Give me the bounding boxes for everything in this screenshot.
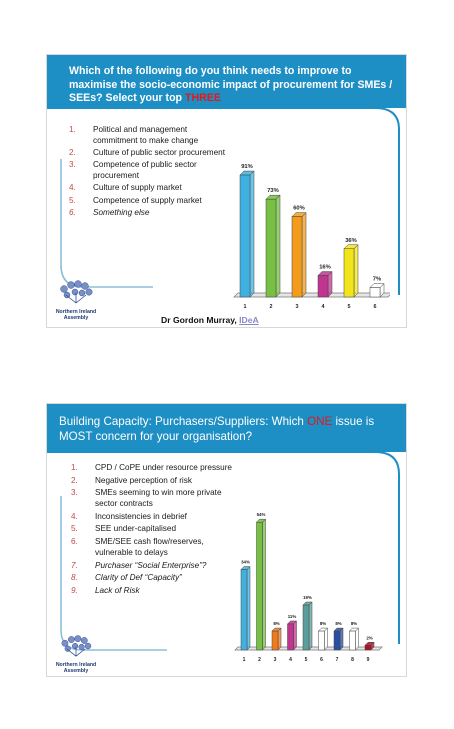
bar-side	[354, 245, 358, 297]
item-text: Negative perception of risk	[95, 475, 192, 485]
chart-floor	[234, 293, 390, 297]
item-number: 4.	[69, 183, 76, 193]
category-tick-label: 4	[289, 657, 292, 662]
slide-2-bar-chart	[233, 490, 383, 662]
slide-2-title	[59, 415, 399, 444]
bar-side	[278, 628, 281, 650]
slide-2-options-list	[71, 462, 241, 597]
bar	[257, 522, 263, 650]
bar	[272, 631, 278, 650]
slide-2-title-text: Building Capacity: Purchasers/Suppliers: Which	[59, 415, 304, 428]
slide-2-title-text-end: issue is MOST concern for your organisation?	[59, 415, 375, 443]
item-number: 7.	[71, 560, 78, 570]
item-number: 5.	[71, 524, 78, 534]
item-text: Political and management commitment to make change	[93, 125, 199, 145]
item-number: 2.	[71, 475, 78, 485]
assembly-logo	[51, 279, 101, 322]
bar-side	[328, 272, 332, 297]
bar-side	[250, 171, 254, 297]
item-number: 5.	[69, 195, 76, 205]
author-name: Dr Gordon Murray,	[161, 315, 237, 325]
item-text: Competence of public sector procurement	[93, 160, 197, 181]
list-item	[71, 523, 241, 534]
category-tick-label: 7	[335, 657, 339, 662]
item-number: 8.	[71, 573, 78, 583]
bar	[350, 631, 356, 650]
bar	[365, 645, 371, 650]
author-organisation-link[interactable]: IDeA	[239, 315, 259, 325]
category-tick-label: 5	[304, 657, 308, 662]
bar	[344, 249, 354, 297]
category-tick-label: 5	[347, 304, 351, 310]
bar	[318, 276, 328, 297]
logo-text-line-2: Assembly	[63, 314, 89, 321]
slide-1-title-text: Which of the following do you think needs to improve to maximise the socio-economic impact of procurement for SMEs / SEEs? Select your top	[69, 65, 393, 104]
bar-value-label: 60%	[293, 205, 305, 212]
bar-value-label: 34%	[241, 559, 250, 565]
bar-value-label: 8%	[319, 621, 327, 627]
category-tick-label: 8	[351, 657, 354, 662]
category-tick-label: 6	[373, 304, 377, 310]
bar-value-label: 8%	[335, 621, 342, 627]
bar-value-label: 73%	[267, 188, 279, 195]
bar-side	[340, 628, 343, 650]
category-tick-label: 9	[366, 657, 370, 662]
list-item	[71, 475, 241, 486]
item-text: SME/SEE cash flow/reserves, vulnerable to delays	[95, 536, 204, 557]
list-item	[71, 572, 241, 583]
item-text: CPD / CoPE under resource pressure	[95, 463, 232, 472]
list-item	[71, 487, 241, 509]
list-item	[69, 208, 229, 219]
category-tick-label: 3	[273, 657, 277, 662]
item-text: Inconsistencies in debrief	[95, 511, 187, 521]
item-text: SEE under-capitalised	[95, 524, 177, 534]
slide-1-bar-chart	[230, 141, 390, 313]
slide-1	[46, 54, 407, 328]
bar-side	[276, 195, 280, 297]
list-item	[71, 511, 241, 522]
category-tick-label: 4	[321, 304, 325, 310]
bar-value-label: 8%	[350, 621, 358, 627]
item-number: 9.	[71, 585, 78, 595]
bar-value-label: 16%	[319, 264, 331, 271]
author-credit	[161, 315, 259, 325]
slide-2-title-highlight: ONE	[307, 415, 333, 428]
bar	[319, 631, 325, 650]
item-text: Culture of supply market	[93, 183, 182, 193]
bar-value-label: 11%	[287, 613, 297, 619]
bar-value-label: 19%	[303, 595, 312, 601]
item-text: Clarity of Def “Capacity”	[95, 573, 182, 583]
logo-text-line-1: Northern Ireland	[55, 662, 97, 668]
logo-text-line-1: Northern Ireland	[55, 309, 97, 315]
bar	[266, 199, 276, 297]
item-number: 1.	[71, 463, 78, 472]
item-text: Lack of Risk	[95, 585, 140, 595]
slide-1-title	[69, 65, 394, 106]
bar-side	[356, 628, 359, 650]
bar	[334, 631, 340, 650]
item-number: 6.	[69, 208, 76, 218]
item-number: 3.	[69, 160, 76, 170]
list-item	[71, 536, 241, 558]
list-item	[71, 560, 241, 571]
item-number: 2.	[69, 148, 76, 158]
flax-flower-logo-icon	[56, 634, 96, 658]
bar-side	[294, 621, 297, 650]
slide-2	[46, 403, 407, 677]
bar	[292, 217, 302, 297]
bar	[240, 175, 250, 297]
bar	[241, 570, 247, 650]
item-text: SMEs seeming to win more private sector contracts	[95, 488, 222, 509]
bar	[288, 624, 294, 650]
category-tick-label: 3	[295, 304, 299, 310]
item-number: 1.	[69, 125, 76, 134]
item-text: Purchaser “Social Enterprise”?	[95, 560, 207, 570]
bar-side	[325, 628, 328, 650]
bar-side	[247, 567, 250, 650]
item-text: Competence of supply market	[93, 195, 202, 205]
item-number: 4.	[71, 511, 78, 521]
slide-1-options-list	[69, 125, 229, 220]
logo-text-line-2: Assembly	[63, 667, 89, 674]
bar-value-label: 2%	[366, 635, 373, 641]
bar-side	[263, 519, 266, 650]
flax-flower-logo-icon	[56, 279, 96, 305]
list-item	[69, 196, 229, 207]
list-item	[71, 462, 241, 473]
bar-side	[309, 602, 312, 650]
bar-value-label: 91%	[241, 164, 253, 171]
bar-value-label: 36%	[345, 237, 357, 244]
category-tick-label: 2	[269, 304, 273, 310]
list-item	[69, 160, 229, 182]
bar-value-label: 7%	[372, 276, 382, 283]
bar-side	[302, 213, 306, 297]
list-item	[71, 585, 241, 596]
bar-value-label: 54%	[256, 512, 266, 518]
category-tick-label: 6	[320, 657, 323, 662]
bar	[370, 288, 380, 297]
bar-value-label: 8%	[273, 621, 280, 627]
category-tick-label: 2	[258, 657, 261, 662]
list-item	[69, 148, 229, 159]
assembly-logo	[51, 634, 101, 675]
category-tick-label: 1	[243, 304, 247, 310]
item-number: 3.	[71, 488, 78, 498]
item-text: Culture of public sector procurement	[93, 148, 225, 158]
slide-1-title-highlight: THREE	[184, 92, 221, 104]
category-tick-label: 1	[242, 657, 246, 662]
slide-1-title-bar	[47, 55, 406, 108]
slide-2-title-bar	[47, 404, 406, 452]
list-item	[69, 183, 229, 194]
item-text: Something else	[93, 208, 150, 218]
list-item	[69, 125, 229, 147]
bar	[303, 605, 309, 650]
item-number: 6.	[71, 536, 78, 546]
